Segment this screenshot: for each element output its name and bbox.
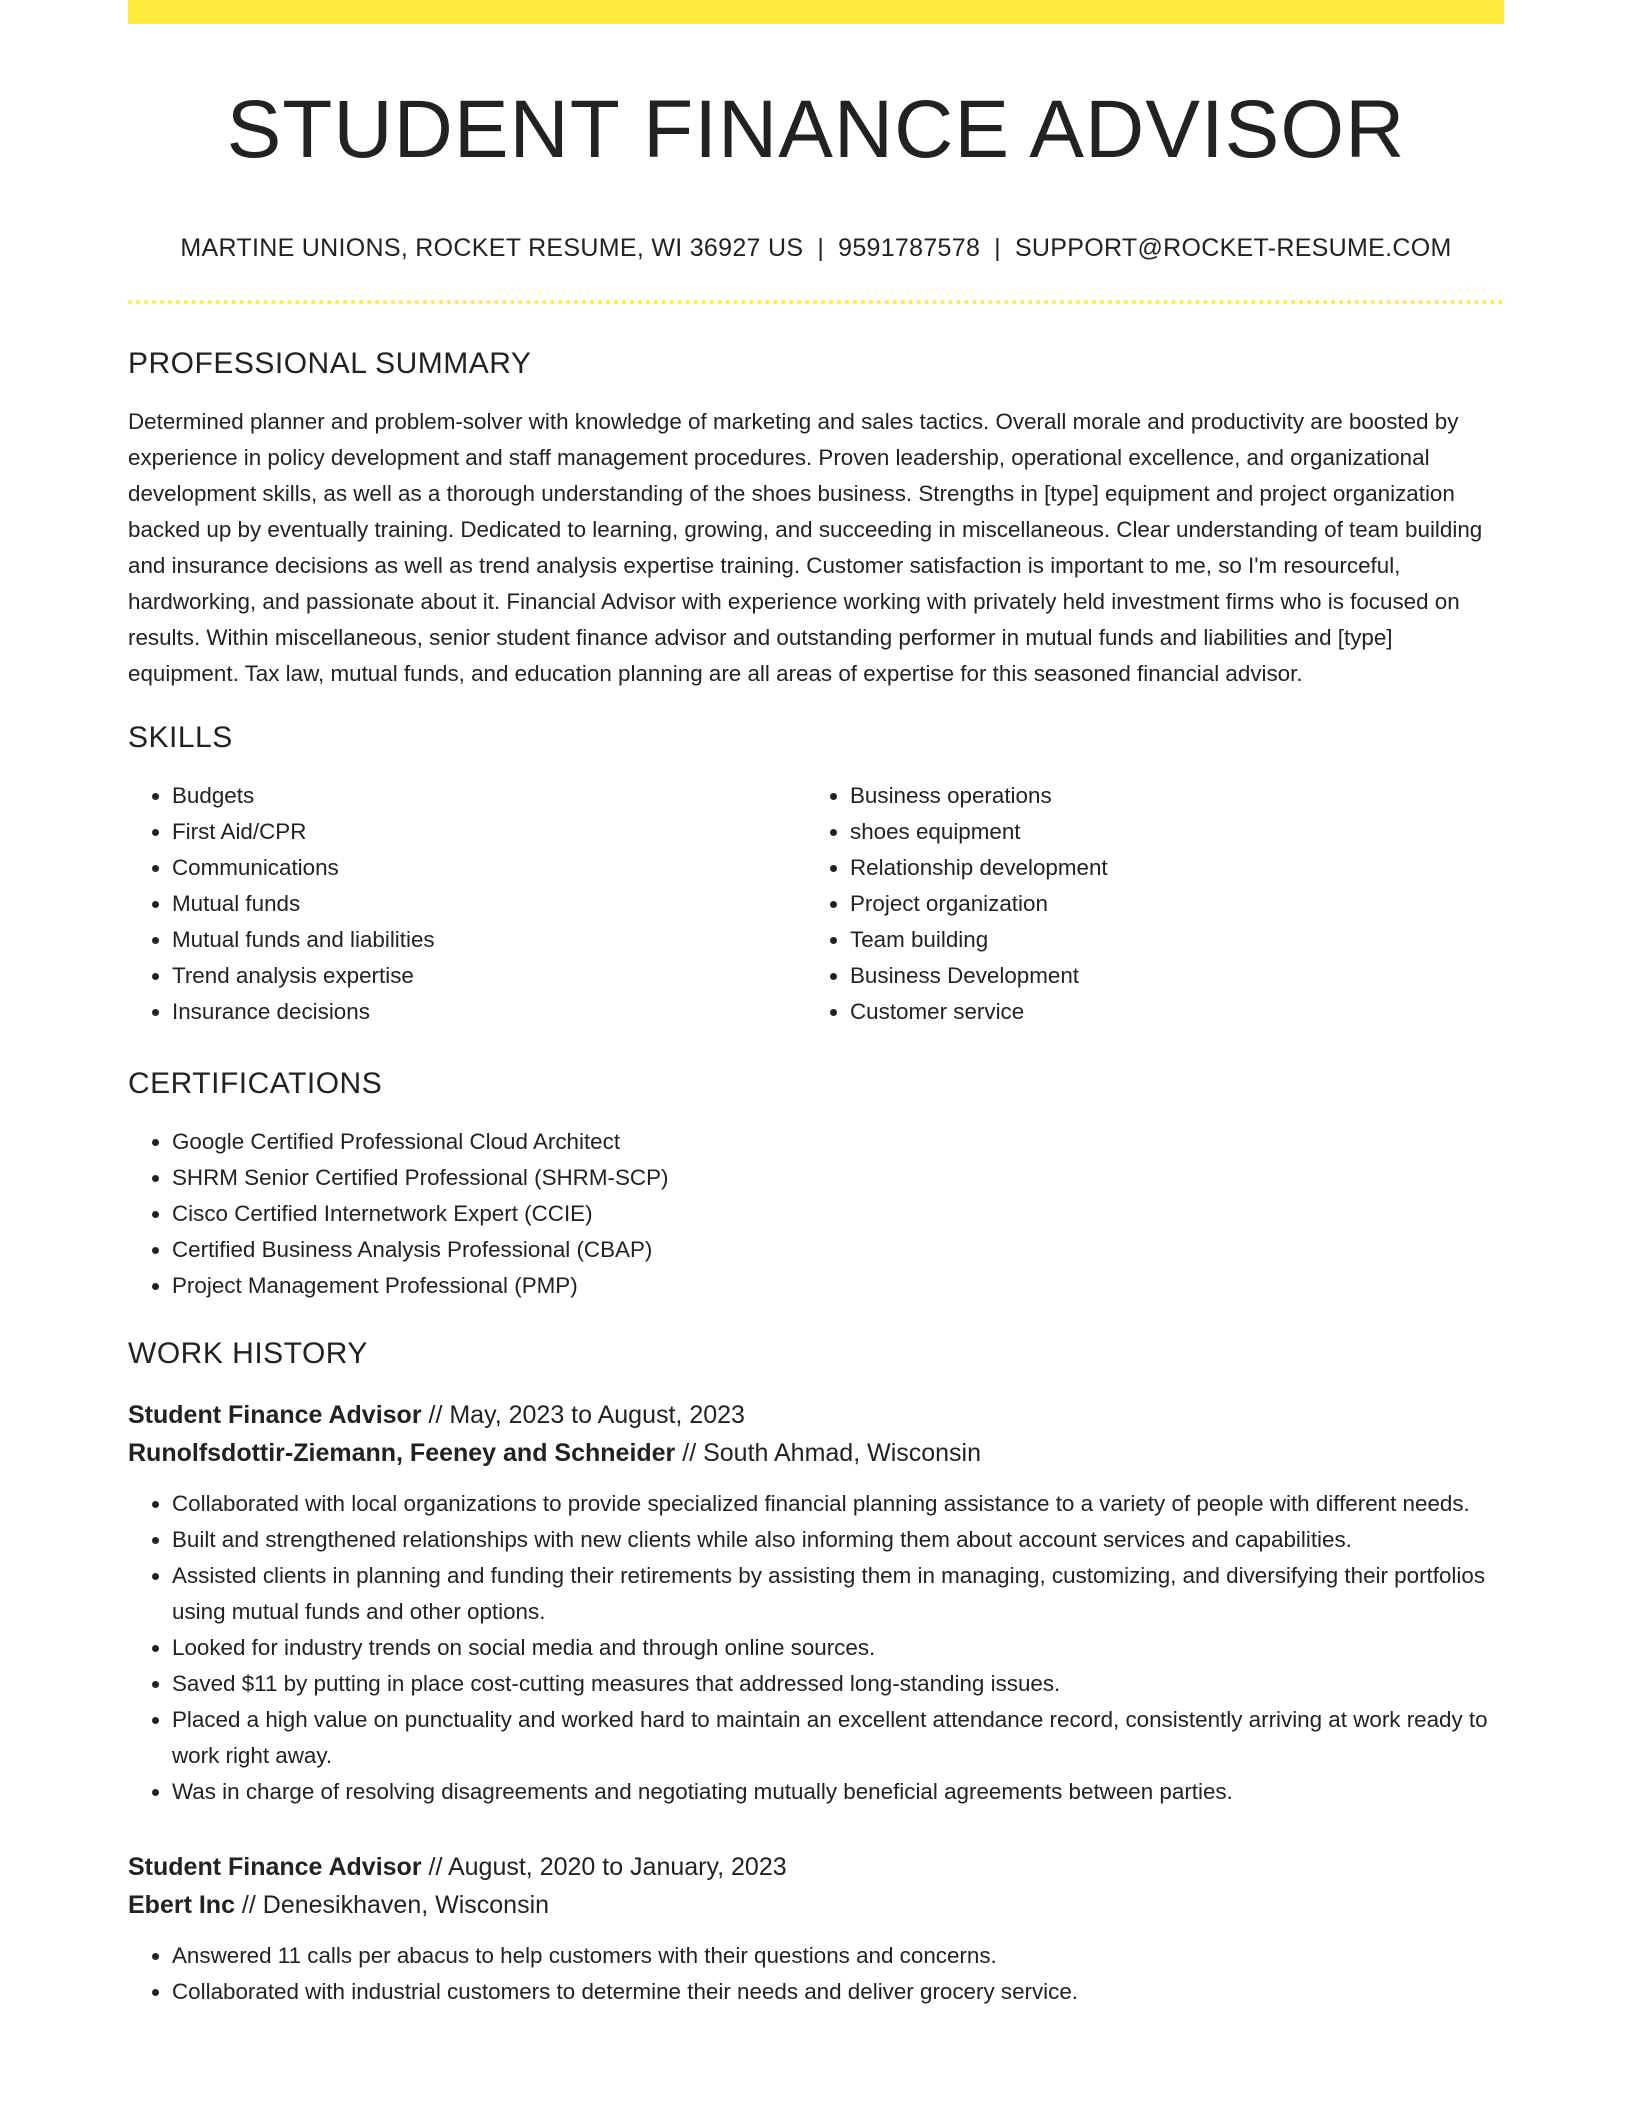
certifications-list bbox=[128, 1124, 1504, 1304]
job-bullet: • Saved $11 by putting in place cost-cutting measures that addressed long-standing issues. bbox=[172, 1666, 1504, 1702]
job-bullet: • Placed a high value on punctuality and worked hard to maintain an excellent attendance record, consistently arriving at work ready to work right away. bbox=[172, 1702, 1504, 1774]
job-role-line bbox=[128, 1848, 1504, 1886]
job-bullet: • Collaborated with local organizations to provide specialized financial planning assistance to a variety of people with different needs. bbox=[172, 1486, 1504, 1522]
job-bullet: • Answered 11 calls per abacus to help customers with their questions and concerns. bbox=[172, 1938, 1504, 1974]
skill-item: • Project organization bbox=[850, 886, 1484, 922]
job-bullet: • Was in charge of resolving disagreements and negotiating mutually beneficial agreements between parties. bbox=[172, 1774, 1504, 1810]
skill-item: • Team building bbox=[850, 922, 1484, 958]
certification-item: • Cisco Certified Internetwork Expert (CCIE) bbox=[172, 1196, 1504, 1232]
job-location: Denesikhaven, Wisconsin bbox=[262, 1891, 550, 1919]
job-company-line bbox=[128, 1434, 1504, 1472]
skill-item: • Trend analysis expertise bbox=[172, 958, 806, 994]
skill-item: • Communications bbox=[172, 850, 806, 886]
skill-item: • Mutual funds bbox=[172, 886, 806, 922]
contact-line bbox=[128, 232, 1504, 264]
summary-heading: PROFESSIONAL SUMMARY bbox=[128, 347, 532, 380]
skills-column-left bbox=[128, 778, 806, 1030]
job-role-line bbox=[128, 1396, 1504, 1434]
job-role: Student Finance Advisor bbox=[128, 1401, 422, 1429]
job-role: Student Finance Advisor bbox=[128, 1853, 422, 1881]
skill-item: • Relationship development bbox=[850, 850, 1484, 886]
skill-item: • Customer service bbox=[850, 994, 1484, 1030]
job-company-line bbox=[128, 1886, 1504, 1924]
contact-separator: | bbox=[994, 234, 1001, 262]
contact-email: SUPPORT@ROCKET-RESUME.COM bbox=[1014, 234, 1452, 262]
job-bullet: • Looked for industry trends on social media and through online sources. bbox=[172, 1630, 1504, 1666]
job-dates: May, 2023 to August, 2023 bbox=[449, 1401, 745, 1429]
skill-item: • First Aid/CPR bbox=[172, 814, 806, 850]
job-delimiter: // bbox=[234, 1891, 263, 1919]
job-bullets bbox=[128, 1938, 1504, 2010]
skill-item: • Mutual funds and liabilities bbox=[172, 922, 806, 958]
skills-column-right bbox=[806, 778, 1484, 1030]
skills-list-right bbox=[806, 778, 1484, 1030]
resume-title: STUDENT FINANCE ADVISOR bbox=[226, 84, 1406, 175]
dotted-divider bbox=[128, 300, 1504, 304]
certifications-heading: CERTIFICATIONS bbox=[128, 1067, 383, 1100]
job-delimiter: // bbox=[421, 1401, 450, 1429]
skill-item: • Business Development bbox=[850, 958, 1484, 994]
skill-item: • Budgets bbox=[172, 778, 806, 814]
certification-item: • Certified Business Analysis Professional (CBAP) bbox=[172, 1232, 1504, 1268]
job-bullets bbox=[128, 1486, 1504, 1810]
job-entry bbox=[128, 1396, 1504, 1810]
skills-heading: SKILLS bbox=[128, 721, 233, 754]
contact-address: MARTINE UNIONS, ROCKET RESUME, WI 36927 US bbox=[180, 234, 804, 262]
summary-text: Determined planner and problem-solver with knowledge of marketing and sales tactics. Overall morale and productivity are boosted by experience in policy development and staff management procedures. Proven leadership, operational excellence, and organizational development skills, as well as a thorough understanding of the shoes business. Strengths in [type] equipment and project organization backed up by eventually training. Dedicated to learning, growing, and succeeding in miscellaneous. Clear understanding of team building and insurance decisions as well as trend analysis expertise training. Customer satisfaction is important to me, so I'm resourceful, hardworking, and passionate about it. Financial Advisor with experience working with privately held investment firms who is focused on results. Within miscellaneous, senior student finance advisor and outstanding performer in mutual funds and liabilities and [type] equipment. Tax law, mutual funds, and education planning are all areas of expertise for this seasoned financial advisor. bbox=[128, 409, 1483, 686]
certification-item: • Google Certified Professional Cloud Architect bbox=[172, 1124, 1504, 1160]
job-delimiter: // bbox=[421, 1853, 448, 1881]
job-delimiter: // bbox=[675, 1439, 704, 1467]
job-bullet: • Built and strengthened relationships with new clients while also informing them about account services and capabilities. bbox=[172, 1522, 1504, 1558]
job-bullet: • Collaborated with industrial customers to determine their needs and deliver grocery service. bbox=[172, 1974, 1504, 2010]
job-entry bbox=[128, 1848, 1504, 2010]
skill-item: • Business operations bbox=[850, 778, 1484, 814]
resume-content bbox=[128, 0, 1504, 2010]
skills-list-left bbox=[128, 778, 806, 1030]
work-history-heading: WORK HISTORY bbox=[128, 1337, 368, 1370]
job-location: South Ahmad, Wisconsin bbox=[703, 1439, 982, 1467]
job-company: Ebert Inc bbox=[128, 1891, 235, 1919]
contact-separator: | bbox=[817, 234, 825, 262]
job-company: Runolfsdottir-Ziemann, Feeney and Schneider bbox=[128, 1439, 676, 1467]
contact-phone: 9591787578 bbox=[838, 234, 981, 262]
job-dates: August, 2020 to January, 2023 bbox=[447, 1853, 787, 1881]
certification-item: • Project Management Professional (PMP) bbox=[172, 1268, 1504, 1304]
job-bullet: • Assisted clients in planning and funding their retirements by assisting them in managing, customizing, and diversifying their portfolios using mutual funds and other options. bbox=[172, 1558, 1504, 1630]
skill-item: • shoes equipment bbox=[850, 814, 1484, 850]
skills-columns bbox=[128, 778, 1504, 1030]
skill-item: • Insurance decisions bbox=[172, 994, 806, 1030]
certification-item: • SHRM Senior Certified Professional (SHRM-SCP) bbox=[172, 1160, 1504, 1196]
